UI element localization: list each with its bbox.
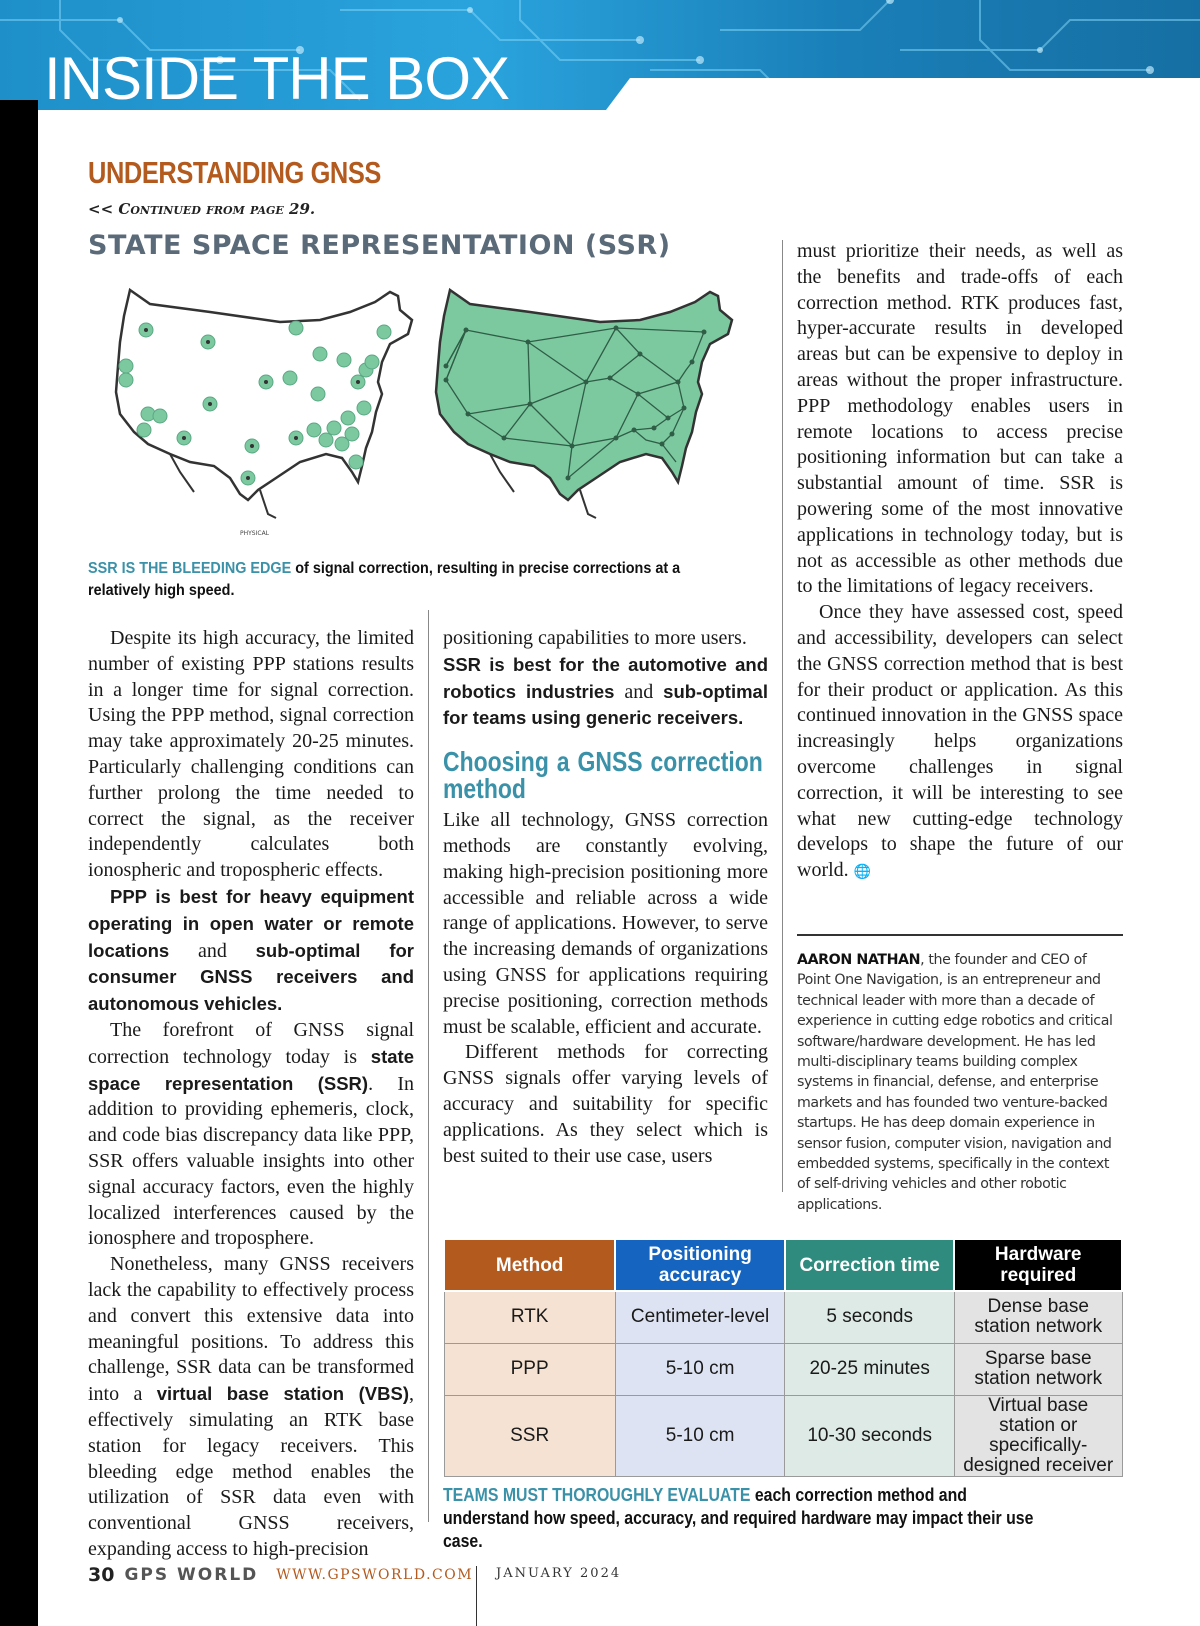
article-subhead: STATE SPACE REPRESENTATION (SSR) (88, 230, 671, 261)
table-cell: 5-10 cm (615, 1395, 785, 1476)
table-header-method: Method (444, 1239, 615, 1291)
table-row (444, 1395, 1122, 1476)
page-number: 30 (88, 1564, 115, 1586)
col3-paragraph-1: must prioritize their needs, as well as the benefits and trade-offs of each correction method. RTK produces fast, hyper-accurate results in developed areas but can be expensive to deploy in areas without the proper infrastructure. PPP methodology enables users in remote locations to access precise positioning information but can take a substantial amount of time. SSR is powering some of the most innovative applications in technology today, but is not as accessible as other methods due to the limitations of legacy receivers. (797, 240, 1123, 598)
section-title: INSIDE THE BOX (44, 45, 510, 110)
table-cell: Sparse base station network (954, 1343, 1122, 1395)
col3-p2-text: Once they have assessed cost, speed and accessibility, developers can select the GNSS correction method that is best for their product or application. As this continued innovation in the GNSS space increasingly helps organizations overcome challenges in signal correction, it will be interesting to see what new cutting-edge technology develops to shape the future of our world. (797, 601, 1123, 882)
table-cell: SSR (444, 1395, 615, 1476)
col2-bold-1: SSR is best for the automotive and robotics industries (443, 653, 768, 702)
banner-cutout (600, 78, 1200, 110)
figure-caption (88, 558, 691, 602)
col1-paragraph-3 (88, 1018, 414, 1252)
map-stations-dots (116, 290, 412, 518)
col1-paragraph-4 (88, 1252, 414, 1563)
col1-paragraph-1: Despite its high accuracy, the limited number of existing PPP stations results in a longer time for signal correction. Using the PPP method, signal correction may take approximately 20-25 minutes. Particularly challenging conditions can further prolong the time needed to correct the signal, as the receiver independently calculates both ionospheric and tropospheric effects. (88, 627, 414, 882)
table-row (444, 1343, 1122, 1395)
table-cell: 10-30 seconds (785, 1395, 955, 1476)
magazine-url[interactable]: WWW.GPSWORLD.COM (276, 1567, 474, 1583)
continued-arrows-icon: << (88, 200, 114, 218)
author-name: AARON NATHAN (797, 952, 921, 968)
table-header-hardware: Hardware required (954, 1239, 1122, 1291)
table-cell: 20-25 minutes (785, 1343, 955, 1395)
author-bio-text: , the founder and CEO of Point One Navigation, is an entrepreneur and technical leader with more than a decade of experience in cutting edge robotics and critical software/hardware development. He has led multi-disciplinary teams building complex systems in financial, defense, and enterprise markets and has founded two venture-backed startups. He has deep domain experience in sensor fusion, computer vision, navigation and embedded systems, specifically in the context of self-driving vehicles and other robotic applications. (797, 952, 1113, 1213)
column-rule-2 (782, 240, 783, 1192)
author-bio (797, 950, 1123, 1215)
comparison-table (443, 1238, 1123, 1477)
col2-paragraph-4: Different methods for correcting GNSS signals offer varying levels of accuracy and suitability for specific applications. As they select which is best suited to their use case, users (443, 1041, 768, 1167)
table-cell: PPP (444, 1343, 615, 1395)
continued-from (88, 200, 315, 218)
table-caption (443, 1484, 1050, 1553)
page-footer (88, 1560, 473, 1590)
table-caption-lead: TEAMS MUST THOROUGHLY EVALUATE (443, 1485, 751, 1505)
header-banner (0, 0, 1200, 110)
col1-bold-2: sub-optimal for consumer GNSS receivers and autonomous vehicles. (88, 939, 414, 1015)
end-mark-icon: 🌐 (853, 864, 872, 881)
table-cell: RTK (444, 1291, 615, 1343)
article-column-1 (88, 626, 414, 1563)
table-cell: 5 seconds (785, 1291, 955, 1343)
table-header-time: Correction time (785, 1239, 955, 1291)
article-column-3 (797, 239, 1123, 886)
col1-bold-1: PPP is best for heavy equipment operating in open water or remote locations (88, 885, 414, 961)
table-cell: Centimeter-level (615, 1291, 785, 1343)
col2-paragraph-1: positioning capabilities to more users. (443, 627, 747, 649)
continued-text: Continued from page 29. (118, 200, 316, 218)
col1-paragraph-2 (88, 884, 414, 1018)
bio-divider (797, 934, 1123, 936)
col1-p3-text-b: . In addition to providing ephemeris, clock, and code bias discrepancy data like PPP, SSR offers valuable insights into other signal accuracy factors, even the highly localized interferences caused by the ionosphere and troposphere. (88, 1072, 414, 1250)
figure-caption-text: of signal correction, resulting in precise corrections at a relatively high speed. (88, 560, 681, 599)
figure-caption-lead: SSR IS THE BLEEDING EDGE (88, 560, 292, 577)
col1-p4-text-b: , effectively simulating an RTK base station for legacy receivers. This bleeding edge method enables the utilization of SSR data even with conventional GNSS receivers, expanding access to high-precision (88, 1383, 414, 1560)
table-caption-text: each correction method and understand how speed, accuracy, and required hardware may impact their use case. (443, 1485, 1034, 1551)
col1-p3-bold: state space representation (SSR) (88, 1045, 414, 1094)
col2-bold-2: sub-optimal for teams using generic receivers. (443, 680, 768, 729)
table-row (444, 1291, 1122, 1343)
magazine-name: GPS WORLD (124, 1565, 259, 1585)
col2-heading: Choosing a GNSS correction method (443, 746, 763, 805)
map-network-triangulation (436, 290, 732, 518)
left-edge-bar (0, 100, 38, 1626)
issue-date: JANUARY 2024 (496, 1566, 622, 1581)
map-physical-label: PHYSICAL (240, 530, 270, 537)
col2-and: and (614, 680, 664, 703)
col1-p3-text-a: The forefront of GNSS signal correction technology today is (88, 1018, 414, 1068)
column-rule-1 (428, 610, 429, 1522)
col1-and: and (169, 939, 256, 962)
col2-paragraph-3: Like all technology, GNSS correction methods are constantly evolving, making high-precision positioning more accessible and reliable across a wide range of applications. However, to serve the increasing demands of organizations using GNSS for applications requiring precise positioning, correction methods must be scalable, efficient and accurate. (443, 809, 768, 1038)
table-cell: Dense base station network (954, 1291, 1122, 1343)
col3-paragraph-2 (797, 600, 1123, 886)
us-maps-figure (90, 282, 760, 542)
table-cell: 5-10 cm (615, 1343, 785, 1395)
col1-p4-text-a: Nonetheless, many GNSS receivers lack the capability to effectively process and convert this extensive data into meaningful positions. To address this challenge, SSR data can be transformed into a (88, 1253, 414, 1406)
table-header-accuracy: Positioning accuracy (615, 1239, 785, 1291)
article-kicker: UNDERSTANDING GNSS (88, 155, 381, 190)
table-cell: Virtual base station or specifically-designed receiver (954, 1395, 1122, 1476)
col2-paragraph-2 (443, 652, 768, 732)
article-column-2 (443, 626, 768, 1169)
footer-divider (476, 1566, 477, 1626)
col1-p4-bold: virtual base station (VBS) (156, 1383, 409, 1405)
table-header-row (444, 1239, 1122, 1291)
